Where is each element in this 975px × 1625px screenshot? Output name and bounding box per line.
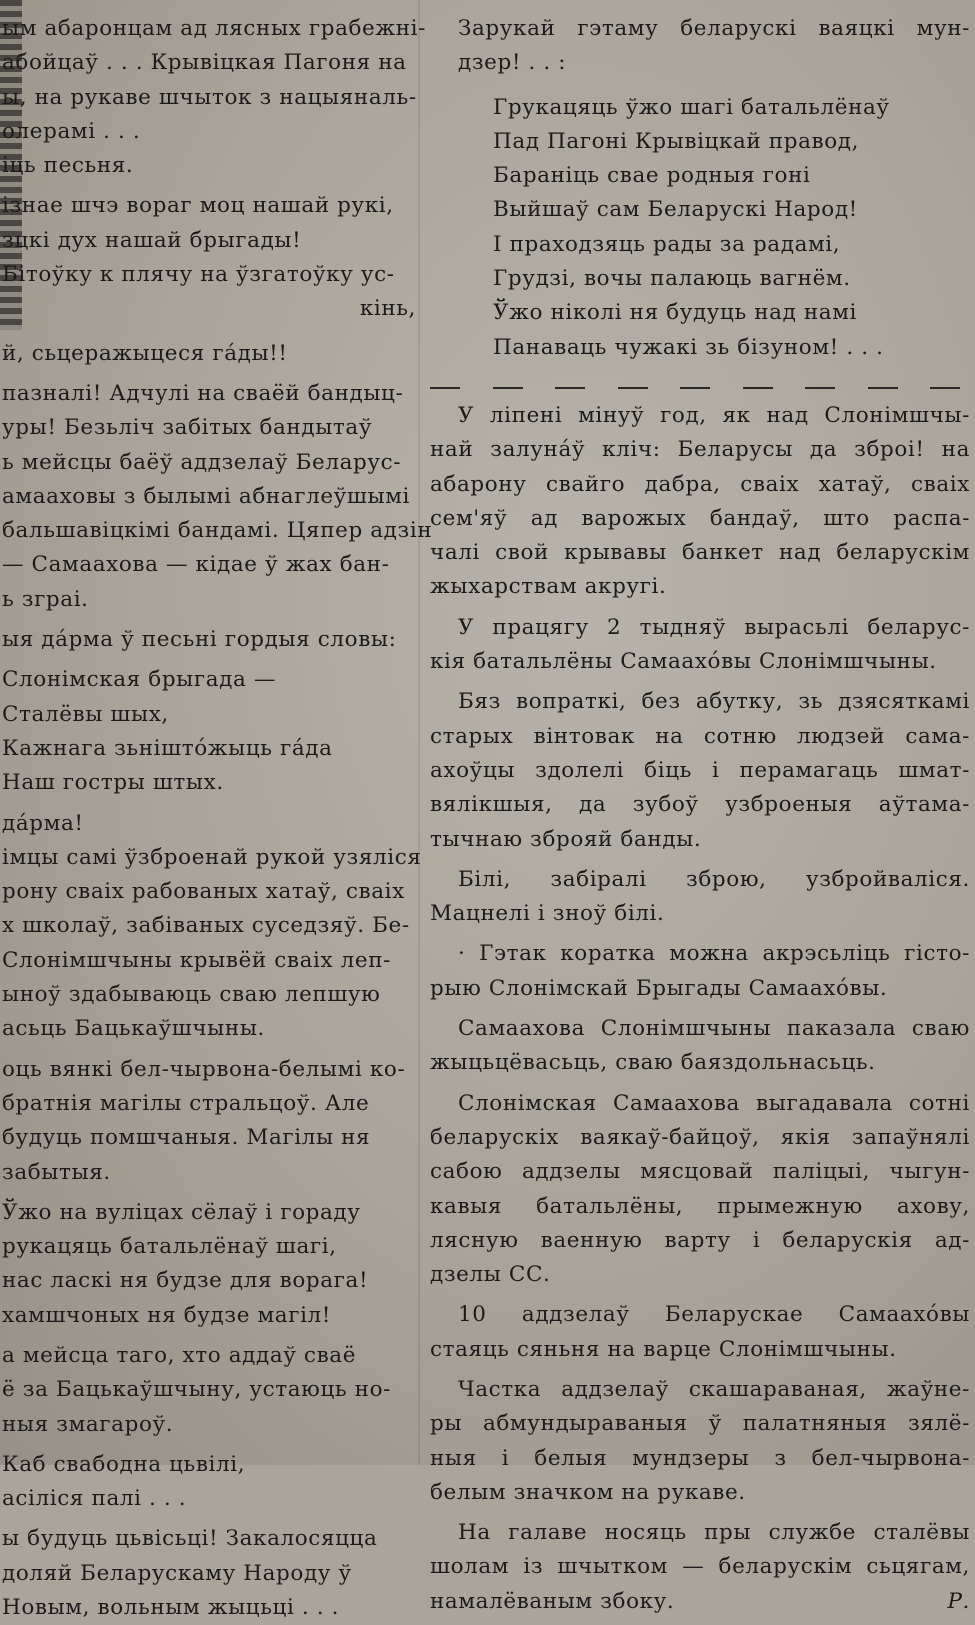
text-line: абойцаў . . . Крывіцкая Пагоня на xyxy=(2,50,407,76)
text-line: У працягу 2 тыдняў вырасьлі беларус- xyxy=(458,614,970,640)
paragraph-last-line: дзелы СС. xyxy=(430,1262,551,1288)
text-line: зцкі дух нашай брыгады! xyxy=(2,227,302,253)
left-column xyxy=(0,12,433,1621)
author-signature: Р. xyxy=(947,1588,970,1614)
verse-line: Ўжо ніколі ня будуць над намі xyxy=(493,300,857,326)
paragraph xyxy=(430,863,970,932)
paragraph-last-line: кія батальлёны Самаахо́вы Слонімшчыны. xyxy=(430,649,937,675)
text-line: Каб свабодна цьвілі, xyxy=(2,1451,246,1477)
text-line: сем'яў ад варожых бандаў, што распа- xyxy=(430,505,970,531)
text-line: дáрма! xyxy=(2,810,84,836)
text-line: абарону свайго дабра, сваіх хатаў, сваіх xyxy=(430,471,970,497)
text-line: Новым, вольным жыцьці . . . xyxy=(2,1595,340,1621)
text-line: шолам із шчытком — беларускім сьцягам, xyxy=(430,1554,970,1580)
text-line: ь мейсцы баёў аддзелаў Беларус- xyxy=(2,449,402,475)
text-line: ь зграі. xyxy=(2,586,89,612)
verse-line: Грудзі, вочы палаюць вагнём. xyxy=(493,266,851,292)
paragraph-last-line: белым значком на рукаве. xyxy=(430,1479,746,1505)
text-line: рукацяць батальлёнаў шагі, xyxy=(2,1234,337,1260)
text-line: Кажнага зьнішто́жыць гáда xyxy=(2,735,333,761)
text-line: кавыя батальлёны, прымежную ахову, xyxy=(430,1193,970,1219)
text-line: ныя і белыя мундзеры з бел-чырвона- xyxy=(430,1445,970,1471)
text-line: Слонімшчыны крывёй сваіх леп- xyxy=(2,947,392,973)
text-line: 10 аддзелаў Беларускае Самаахо́вы xyxy=(458,1302,970,1328)
text-line: нас ласкі ня будзе для ворага! xyxy=(2,1268,369,1294)
separator-dash xyxy=(493,387,523,389)
separator-dash xyxy=(618,387,648,389)
text-line xyxy=(430,645,970,679)
text-line: іць песьня. xyxy=(2,153,134,179)
text-line: Слонімская брыгада — xyxy=(2,667,276,693)
paragraph xyxy=(430,1012,970,1081)
text-line: дзер! . . : xyxy=(458,50,567,76)
text-line xyxy=(430,897,970,931)
text-line: пазналі! Адчулі на сваёй бандыц- xyxy=(2,380,404,406)
text-line: сабою аддзелы мясцовай паліцыі, чыгун- xyxy=(430,1159,970,1185)
text-line: ныя змагароў. xyxy=(2,1411,174,1437)
paragraph-last-line: тычнаю зброяй банды. xyxy=(430,826,702,852)
poem-verse xyxy=(430,91,970,365)
text-line: Білі, забіралі зброю, узбройваліся. xyxy=(458,866,970,892)
text-line: ры абмундыраваныя ў палатняныя зялё- xyxy=(430,1411,970,1437)
text-line: ы будуць цьвісьці! Закалосяцца xyxy=(2,1526,378,1552)
text-line: ізнае шчэ вораг моц нашай рукі, xyxy=(2,193,394,219)
text-line: Ўжо на вуліцах сёлаў і гораду xyxy=(2,1199,361,1225)
text-line: ахоўцы здолелі біць і перамагаць шмат- xyxy=(430,757,970,783)
paragraph xyxy=(430,685,970,856)
text-line: асьць Бацькаўшчыны. xyxy=(2,1016,265,1042)
text-line: Зарукай гэтаму беларускі ваяцкі мун- xyxy=(458,16,970,41)
text-line: бальшавіцкімі бандамі. Цяпер адзін xyxy=(2,518,433,544)
text-line: олерамі . . . xyxy=(2,118,141,144)
text-line: амааховы з былымі абнаглеўшымі xyxy=(2,483,411,509)
text-line: Слонімская Самаахова выгадавала сотні xyxy=(458,1090,970,1116)
text-line: · Гэтак коратка можна акрэсьліць гісто- xyxy=(458,941,970,967)
text-line: будуць помшчаныя. Магілы ня xyxy=(2,1125,371,1151)
text-line xyxy=(430,823,970,857)
text-line: чалі свой крывавы банкет над беларускім xyxy=(430,540,970,566)
section-separator xyxy=(430,365,966,399)
text-line: вялікшыя, да зубоў узброеныя аўтама- xyxy=(430,792,970,818)
text-line: Частка аддзелаў скашараваная, жаўне- xyxy=(458,1376,970,1402)
verse-line: Пад Пагоні Крывіцкай правод, xyxy=(493,128,860,154)
text-line: Сталёвы шых, xyxy=(2,701,169,727)
text-line: ё за Бацькаўшчыну, устаюць но- xyxy=(2,1377,391,1403)
text-line: х школаў, забіваных суседзяў. Бе- xyxy=(2,913,410,939)
article-body xyxy=(430,399,970,1619)
text-line: а мейсца таго, хто аддаў сваё xyxy=(2,1342,357,1368)
text-line: оць вянкі бел-чырвона-белымі ко- xyxy=(2,1056,406,1082)
text-line xyxy=(430,1046,970,1080)
verse-line: Бараніць свае родныя гоні xyxy=(493,163,811,189)
right-intro xyxy=(430,12,970,81)
text-line: старых вінтовак на сотню людзей сама- xyxy=(430,723,970,749)
text-line: беларускіх ваякаў-байцоў, якія запаўнялі xyxy=(430,1124,970,1150)
paragraph-last-line: стаяць сяньня на варце Слонімшчыны. xyxy=(430,1336,897,1362)
separator-dash xyxy=(430,387,460,389)
text-line: хамшчоных ня будзе магіл! xyxy=(2,1302,332,1328)
text-line: На галаве носяць пры службе сталёвы xyxy=(458,1520,970,1546)
text-line xyxy=(430,1585,970,1619)
text-line: уры! Безьліч забітых бандытаў xyxy=(2,415,373,441)
text-line: рону сваіх рабованых хатаў, сваіх xyxy=(2,879,405,905)
separator-dash xyxy=(680,387,710,389)
text-line: ыя дáрма ў песьні гордыя словы: xyxy=(2,627,397,653)
paragraph xyxy=(430,1516,970,1619)
text-line xyxy=(430,1258,970,1292)
text-line: доляй Беларускаму Народу ў xyxy=(2,1560,352,1586)
paragraph-last-line: жыцьцёвасьць, сваю баяздольнасьць. xyxy=(430,1050,876,1076)
text-line: ы, на рукаве шчыток з нацыяналь- xyxy=(2,84,417,110)
text-line: забытыя. xyxy=(2,1159,111,1185)
paragraph-last-line: Мацнелі і зноў білі. xyxy=(430,901,665,927)
paragraph xyxy=(430,937,970,1006)
text-line: най залунáў кліч: Беларусы да зброі! на xyxy=(430,437,970,463)
text-line xyxy=(430,1333,970,1367)
text-line: ым абаронцам ад лясных грабежні- xyxy=(2,16,427,41)
paragraph-last-line: жыхарствам акругі. xyxy=(430,574,667,600)
separator-dash xyxy=(555,387,585,389)
verse-line: Грукацяць ўжо шагі батальлёнаў xyxy=(493,94,890,120)
verse-line: Выйшаў сам Беларускі Народ! xyxy=(493,197,858,223)
text-line xyxy=(430,570,970,604)
text-line: імцы самі ўзброенай рукой узяліся xyxy=(2,844,422,870)
separator-dash xyxy=(805,387,835,389)
text-line xyxy=(430,972,970,1006)
paragraph xyxy=(430,611,970,680)
verse-line: І праходзяць рады за радамі, xyxy=(493,231,841,257)
paragraph xyxy=(430,1373,970,1510)
separator-dash xyxy=(930,387,960,389)
text-line: ыноў здабываюць сваю лепшую xyxy=(2,982,381,1008)
separator-dash xyxy=(743,387,773,389)
paragraph xyxy=(430,1087,970,1293)
text-line: й, сьцеражыцеся гáды!! xyxy=(2,340,288,366)
text-line: Наш гостры штых. xyxy=(2,770,224,796)
verse-line: Панаваць чужакі зь бізуном! . . . xyxy=(493,334,884,360)
text-line: братнія магілы стральцоў. Але xyxy=(2,1090,370,1116)
column-divider xyxy=(418,0,420,1465)
text-line: кінь, xyxy=(359,296,416,322)
text-line: Бяз вопраткі, без абутку, зь дзясяткамі xyxy=(458,689,970,715)
text-line: Бітоўку к плячу на ўзгатоўку ус- xyxy=(2,262,395,288)
paragraph xyxy=(430,1298,970,1367)
right-column xyxy=(430,12,970,1614)
text-line: У ліпені мінуў год, як над Слонімшчы- xyxy=(458,402,970,428)
paragraph xyxy=(430,399,970,605)
text-line: — Самаахова — кідае ў жах бан- xyxy=(2,552,390,578)
text-line xyxy=(430,1476,970,1510)
paragraph-last-line: рыю Слонімскай Брыгады Самаахо́вы. xyxy=(430,975,888,1001)
text-line: асіліся палі . . . xyxy=(2,1486,187,1512)
separator-dash xyxy=(868,387,898,389)
text-line: лясную ваенную варту і беларускія ад- xyxy=(430,1227,970,1253)
text-line: Самаахова Слонімшчыны паказала сваю xyxy=(458,1016,970,1042)
paragraph-last-line: намалёваным збоку. xyxy=(430,1588,675,1614)
